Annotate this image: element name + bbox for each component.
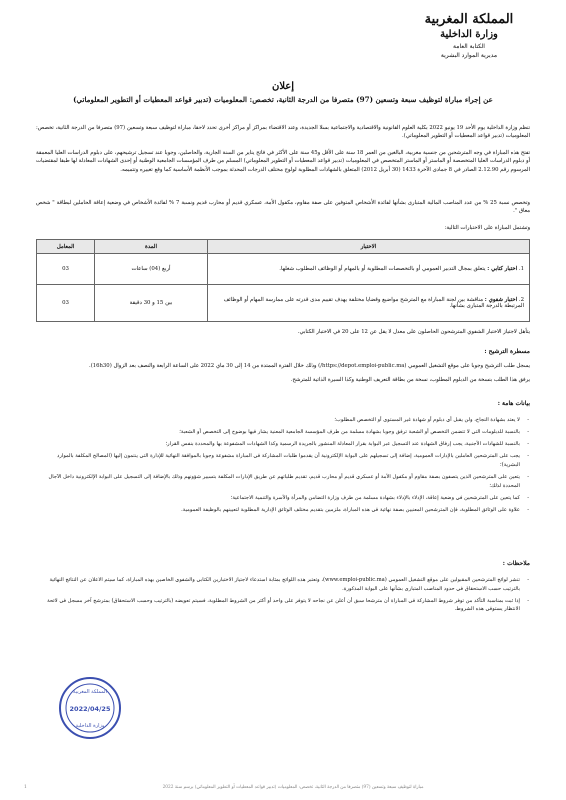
exam-duration: بين 15 و 30 دقيقة bbox=[95, 285, 208, 322]
general-secretariat: الكتابة العامة bbox=[453, 43, 485, 50]
exam-coefficient: 03 bbox=[37, 254, 95, 285]
directorate-name: مديرية الموارد البشرية bbox=[440, 52, 498, 59]
oral-exam-note: يتأهل لاجتياز الاختبار الشفوي المترشحون الحاصلون على معدل لا يقل عن 12 على 20 في الاختبار الكتابي. bbox=[297, 329, 530, 335]
stamp-top-text: المملكة المغربية bbox=[73, 689, 107, 695]
exam-title: اختبار كتابي : bbox=[487, 266, 518, 272]
list-item: - لا يعتد بشهادة النجاح، ولن يقبل أي دبلوم أو شهادة غير المستوى أو التخصص المطلوب؛ bbox=[36, 416, 520, 425]
intro-paragraph: تنظم وزارة الداخلية يوم الأحد 19 يونيو 2022 بكلية العلوم القانونية والاقتصادية والاجتماعية بسلا الجديدة، وعند الاقتضاء بمراكز أو مراكز أخرى تحدد لاحقا، مباراة لتوظيف سبعة وتسعين (97) متصرفا من الدرجة الثانية، تخصص: المعلوميات (تدبير قواعد المعطيات أو التطوير المعلوماتي). bbox=[36, 125, 531, 140]
official-stamp bbox=[58, 676, 122, 740]
stamp-bottom-text: وزارة الداخلية bbox=[75, 723, 105, 729]
eligibility-paragraph: تفتح هذه المباراة في وجه المترشحين من جنسية مغربية، البالغين من العمر 18 سنة على الأقل و45 سنة على الأكثر في فاتح يناير من السنة الجارية، والحاصلين، وجوبا عند تسجيل ترشيحهم، على دبلوم الدراسات العليا المعمقة أو دبلوم الدراسات العليا المتخصصة أو الماستر أو الماستر المتخصص في المعلوميات (تدبير قواعد المعطيات أو التطوير المعلوماتي) المسلم من طرف المؤسسات الجامعية الوطنية أو إحدى الشهادات المعادلة لها طبقا لمقتضيات المرسوم رقم 2.12.90 الصادر في 8 جمادى الآخرة 1433 (30 أبريل 2012) المتعلق بالشهادات المطلوبة لولوج مختلف الدرجات المحدثة بموجب الأنظمة الأساسية كما وقع تغييره وتتميمه. bbox=[36, 150, 530, 173]
exam-cell bbox=[208, 285, 530, 322]
exam-number: 2. bbox=[518, 297, 524, 303]
exams-table bbox=[36, 239, 530, 322]
stamp-date: 2022/04/25 bbox=[69, 705, 111, 713]
important-heading: بيانات هامة : bbox=[497, 400, 530, 407]
table-row bbox=[37, 254, 530, 285]
stamp-seal-icon bbox=[58, 676, 122, 740]
application-heading: مسطرة الترشيح : bbox=[484, 348, 530, 355]
list-item: - بالنسبة للدبلومات التي لا تتضمن التخصص أو الشعبة ترفق وجوبا بشهادة مسلمة من طرف المؤسسة الجامعية المعنية يشار فيها بوضوح إلى التخصص أو الشعبة؛ bbox=[36, 428, 520, 437]
exam-coefficient: 03 bbox=[37, 285, 95, 322]
list-item: - كما يتعين على المترشحين في وضعية إعاقة، الإدلاء بالإدلاء بشهادة مسلمة من طرف وزارة التضامن والمرأة والأسرة والتنمية الاجتماعية؛ bbox=[36, 494, 520, 503]
application-line-1: يسجل طلب الترشيح وجوبا على موقع التشغيل العمومي (https://depot.emploi-public.ma/) وذلك خلال الفترة الممتدة من 14 إلى 30 ماي 2022 على الساعة الرابعة والنصف بعد الزوال (16h30). bbox=[89, 363, 530, 369]
exam-duration: أربع (04) ساعات bbox=[95, 254, 208, 285]
coefficient-header: المعامل bbox=[37, 240, 95, 254]
remarks-heading: ملاحظات : bbox=[502, 560, 530, 567]
exam-description: يتعلق بمجال التدبير العمومي أو بالتخصصات المطلوبة أو بالمهام أو الوظائف المطلوب شغلها. bbox=[279, 266, 486, 272]
duration-header: المدة bbox=[95, 240, 208, 254]
exam-number: 1. bbox=[518, 266, 524, 272]
important-list bbox=[36, 416, 530, 518]
exam-header: الاختبار bbox=[208, 240, 530, 254]
letterhead bbox=[394, 12, 544, 60]
announcement-subject: عن إجراء مباراة لتوظيف سبعة وتسعين (97) متصرفا من الدرجة الثانية، تخصص: المعلوميات (تدبير قواعد المعطيات أو التطوير المعلوماتي) bbox=[73, 95, 493, 104]
exam-title: اختبار شفوي : bbox=[484, 297, 518, 303]
list-item: - إذا ثبت بمناسبة التأكد من توفر شروط المشاركة في المباراة أن مترشحا سبق أن أعلن عن نجاحه لا يتوفر على واحد أو أكثر من الشروط المطلوبة، فسيتم تعويضه (بالترتيب وحسب الاستحقاق) بمترشح آخر مسجل في لائحة الانتظار يستوفي هذه الشروط. bbox=[36, 597, 520, 614]
exam-intro: وتشتمل المباراة على الاختبارات التالية: bbox=[444, 225, 530, 231]
application-line-2: يرفق هذا الطلب بنسخة من الدبلوم المطلوب، نسخة من بطاقة التعريف الوطنية وكذا السيرة الذاتية للمترشح. bbox=[290, 377, 530, 383]
exam-description: مناقشة بين لجنة المباراة مع المترشح مواضيع وقضايا مختلفة يهدف تقييم مدى قدرته على ممارسة المهام أو الوظائف المرتبطة بالدرجة المتبارى بشأنها. bbox=[223, 297, 524, 309]
announcement-heading: إعلان bbox=[271, 81, 295, 92]
quota-paragraph: وتخصص نسبة 25 % من عدد المناصب المالية المتبارى بشأنها لفائدة الأشخاص المتوفين على صفة مقاوم، مكفول الأمة، عسكري قديم أو محارب قديم ونسبة 7 % لفائدة الأشخاص في وضعية إعاقة الحاملين لبطاقة " شخص معاق ". bbox=[36, 200, 530, 215]
table-row bbox=[37, 285, 530, 322]
exam-cell bbox=[208, 254, 530, 285]
exams-table-header bbox=[37, 240, 530, 254]
list-item: - بالنسبة للشهادات الأجنبية، يجب إرفاق الشهادة عند التسجيل عبر البوابة بقرار المعادلة المنشور بالجريدة الرسمية وكذا الشهادات المشفوعة بها والمحددة بنفس القرار؛ bbox=[36, 440, 520, 449]
list-item: - يتعين على المترشحين الذين يتصفون بصفة مقاوم أو مكفول الأمة أو عسكري قديم أو محارب قديم، تقديم طلباتهم عن طريق الإدارات المكلفة بتسيير شؤونهم وذلك بالإضافة إلى التسجيل على البوابة الإلكترونية داخل الآجال المحددة لذلك؛ bbox=[36, 473, 520, 490]
page-number: 1 bbox=[24, 785, 27, 790]
ministry-name: وزارة الداخلية bbox=[440, 29, 498, 40]
page-footer: مباراة لتوظيف سبعة وتسعين (97) متصرفا من الدرجة الثانية، تخصص: المعلوميات (تدبير قواعد المعطيات أو التطوير المعلوماتي) برسم سنة 2022 bbox=[162, 785, 424, 790]
list-item: - يجب على المترشحين العاملين بالإدارات العمومية، إضافة إلى تسجيلهم على البوابة الإلكترونية أن يقدموا طلبات المشاركة في المباراة مشفوعة وجوبا بالموافقة النهائية للإدارة التي ينتمون إليها (المصالح المكلفة بالموارد البشرية)؛ bbox=[36, 452, 520, 469]
list-item: - علاوة على الوثائق المطلوبة، فإن المترشحين المعنيين بصفة نهائية في هذه المباراة، ملزمين بتقديم مختلف الوثائق الإدارية المطلوبة لتعيينهم بالوظيفة العمومية. bbox=[36, 506, 520, 515]
remarks-list bbox=[36, 576, 530, 617]
document-title bbox=[20, 80, 546, 106]
list-item: - تنشر لوائح المترشحين المقبولين على موقع التشغيل العمومي (www.emploi-public.ma)، وتعتبر هذه اللوائح بمثابة استدعاء لاجتياز الاختبارين الكتابي والشفوي الخاصين بهذه المباراة، كما سيتم الاعلان عن النتائج النهائية بالترتيب حسب الاستحقاق في حدود المناصب المتبارى بشأنها على البوابة المذكورة. bbox=[36, 576, 520, 593]
kingdom-name: المملكة المغربية bbox=[424, 12, 514, 27]
